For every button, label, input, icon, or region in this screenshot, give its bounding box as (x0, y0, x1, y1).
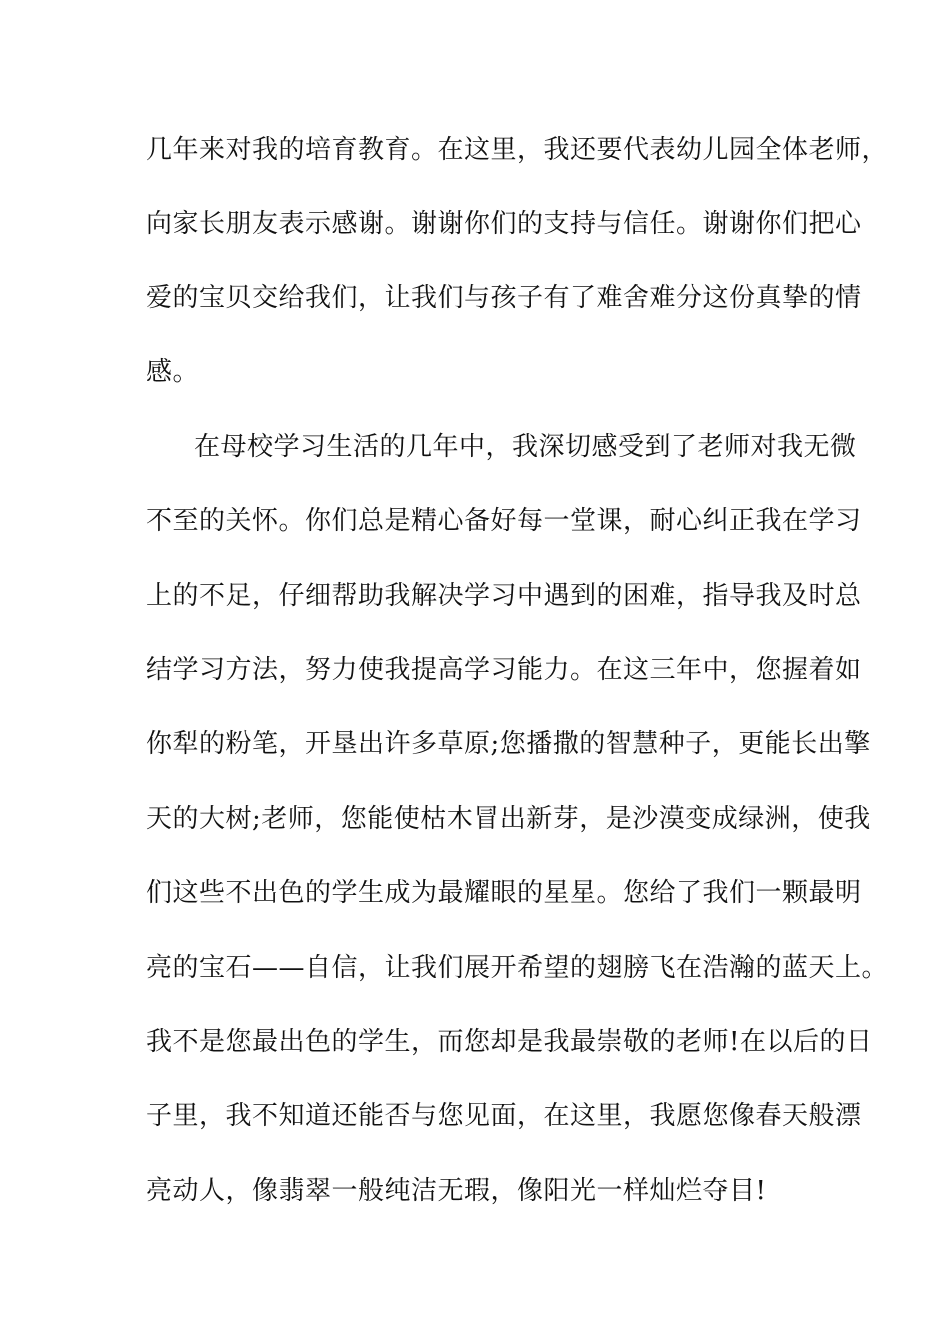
text-line: 你犁的粉笔，开垦出许多草原;您播撒的智慧种子，更能长出擎 (146, 729, 871, 759)
text-line: 感。 (146, 357, 200, 387)
text-line: 几年来对我的培育教育。在这里，我还要代表幼儿园全体老师， (146, 135, 889, 165)
text-line: 亮动人，像翡翠一般纯洁无瑕，像阳光一样灿烂夺目! (146, 1176, 767, 1206)
paragraph-first-line: 在母校学习生活的几年中，我深切感受到了老师对我无微 (194, 432, 857, 462)
text-line: 结学习方法，努力使我提高学习能力。在这三年中，您握着如 (146, 655, 862, 685)
text-line: 天的大树;老师，您能使枯木冒出新芽，是沙漠变成绿洲，使我 (146, 804, 871, 834)
text-line: 们这些不出色的学生成为最耀眼的星星。您给了我们一颗最明 (146, 878, 862, 908)
text-line: 向家长朋友表示感谢。谢谢你们的支持与信任。谢谢你们把心 (146, 209, 862, 239)
text-line: 爱的宝贝交给我们，让我们与孩子有了难舍难分这份真挚的情 (146, 283, 862, 313)
text-line: 上的不足，仔细帮助我解决学习中遇到的困难，指导我及时总 (146, 581, 862, 611)
text-line: 亮的宝石——自信，让我们展开希望的翅膀飞在浩瀚的蓝天上。 (146, 953, 889, 983)
text-line: 子里，我不知道还能否与您见面，在这里，我愿您像春天般漂 (146, 1101, 862, 1131)
text-line: 我不是您最出色的学生，而您却是我最崇敬的老师!在以后的日 (146, 1027, 873, 1057)
text-line: 不至的关怀。你们总是精心备好每一堂课，耐心纠正我在学习 (146, 506, 862, 536)
